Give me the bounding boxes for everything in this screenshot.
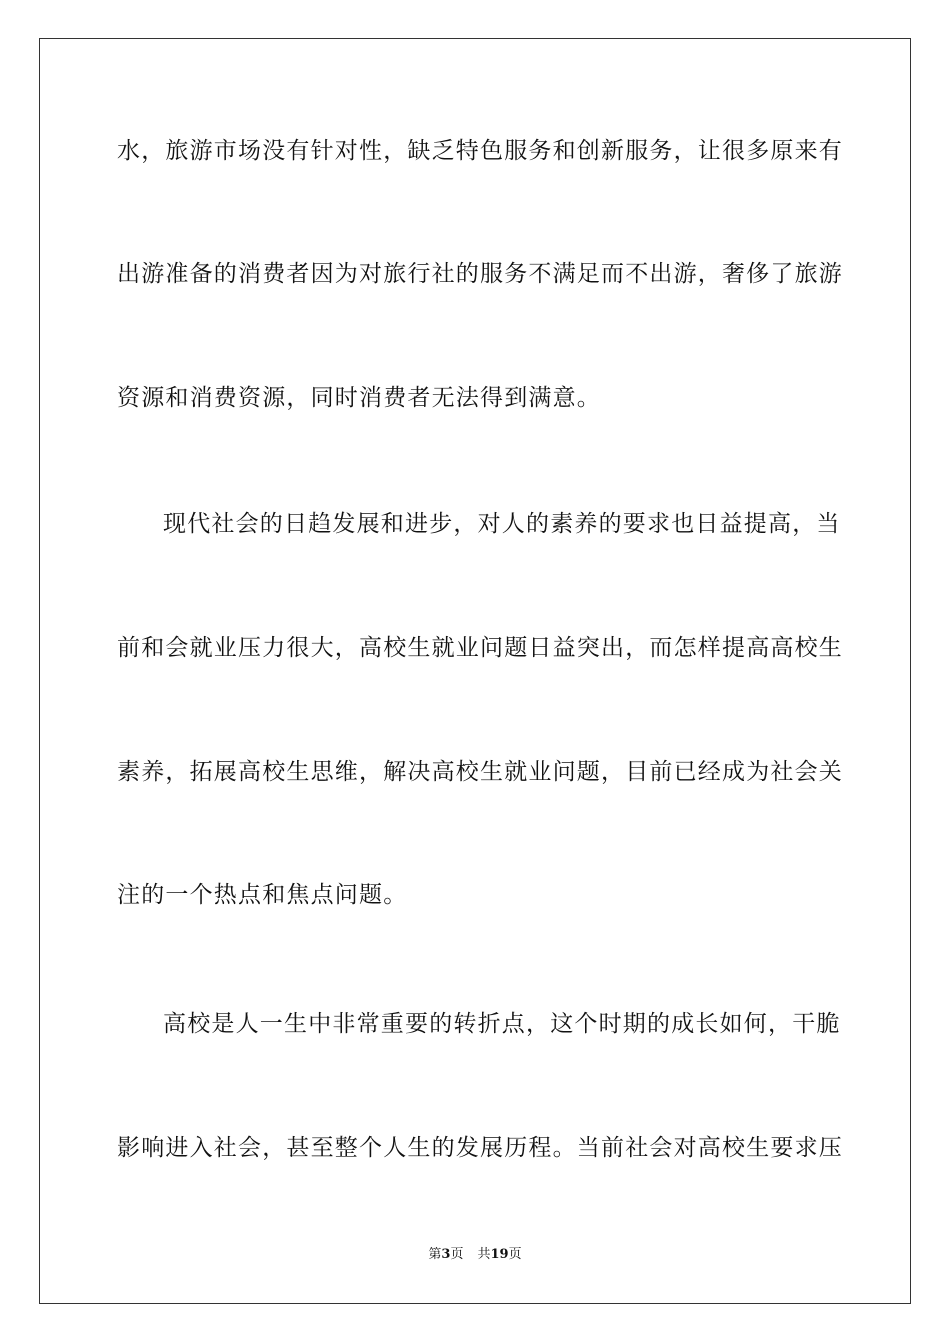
text-line: 影响进入社会，甚至整个人生的发展历程。当前社会对高校生要求压	[117, 1135, 843, 1161]
page-prefix: 第	[428, 1247, 442, 1262]
total-page-count: 19	[490, 1247, 509, 1262]
text-line: 出游准备的消费者因为对旅行社的服务不满足而不出游，奢侈了旅游	[117, 261, 843, 287]
page-suffix: 页	[450, 1247, 464, 1262]
current-page-number: 3	[441, 1247, 451, 1262]
total-prefix: 共	[477, 1247, 491, 1262]
total-suffix: 页	[508, 1247, 522, 1262]
page-footer	[0, 1246, 950, 1264]
text-line: 素养，拓展高校生思维，解决高校生就业问题，目前已经成为社会关	[117, 759, 843, 785]
paragraph-start-line: 高校是人一生中非常重要的转折点，这个时期的成长如何，干脆	[163, 1011, 841, 1037]
text-line: 资源和消费资源，同时消费者无法得到满意。	[117, 385, 601, 411]
text-line: 水，旅游市场没有针对性，缺乏特色服务和创新服务，让很多原来有	[117, 138, 843, 164]
text-line: 注的一个热点和焦点问题。	[117, 882, 408, 908]
page-border	[39, 38, 911, 1304]
text-line: 前和会就业压力很大，高校生就业问题日益突出，而怎样提高高校生	[117, 635, 843, 661]
paragraph-start-line: 现代社会的日趋发展和进步，对人的素养的要求也日益提高，当	[163, 511, 841, 537]
